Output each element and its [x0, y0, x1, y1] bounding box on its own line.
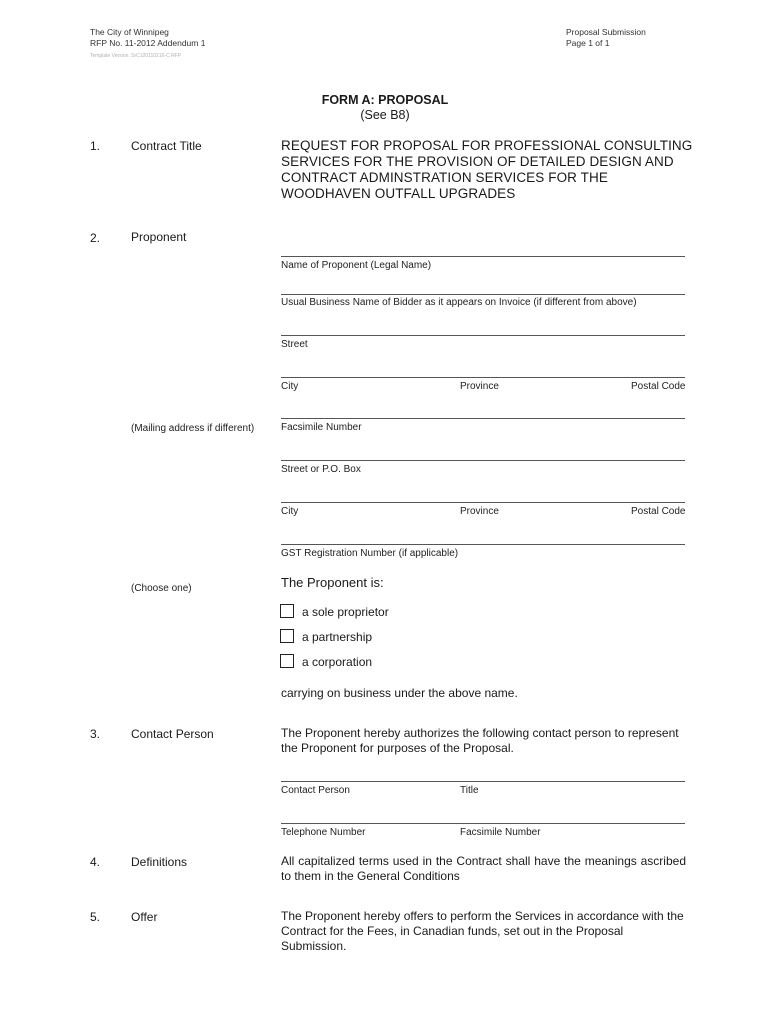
- sole-proprietor-label: a sole proprietor: [302, 605, 389, 619]
- section-1-label: Contract Title: [131, 139, 202, 153]
- section-1-number: 1.: [90, 139, 101, 153]
- usual-name-caption: Usual Business Name of Bidder as it appears on Invoice (if different from above): [281, 297, 637, 308]
- contract-title-text: REQUEST FOR PROPOSAL FOR PROFESSIONAL CONSULTING SERVICES FOR THE PROVISION OF DETAILED DESIGN AND CONTRACT ADMINSTRATION SERVICES FOR THE WOODHAVEN OUTFALL UPGRADES: [281, 138, 693, 201]
- province2-caption: Province: [460, 506, 499, 517]
- carrying-on-business-text: carrying on business under the above name.: [281, 686, 518, 700]
- city2-line[interactable]: [281, 502, 685, 503]
- proponent-name-line[interactable]: [281, 256, 685, 257]
- contact-authorization-text: The Proponent hereby authorizes the following contact person to represent the Proponent for purposes of the Proposal.: [281, 726, 679, 755]
- street-po-caption: Street or P.O. Box: [281, 464, 361, 475]
- contact-person-line[interactable]: [281, 781, 685, 782]
- contact-title-caption: Title: [460, 785, 479, 796]
- corporation-label: a corporation: [302, 655, 373, 669]
- proponent-is-label: The Proponent is:: [281, 575, 384, 590]
- definitions-text: All capitalized terms used in the Contract shall have the meanings ascribed to them in the General Conditions: [281, 854, 686, 883]
- offer-text: The Proponent hereby offers to perform the Services in accordance with the Contract for the Fees, in Canadian funds, set out in the Proposal Submission.: [281, 909, 684, 953]
- header-page-number: Page 1 of 1: [566, 38, 610, 48]
- partnership-label: a partnership: [302, 630, 373, 644]
- gst-line[interactable]: [281, 544, 685, 545]
- sole-proprietor-checkbox[interactable]: [280, 604, 294, 618]
- street-line[interactable]: [281, 335, 685, 336]
- contact-person-caption: Contact Person: [281, 785, 350, 796]
- city2-caption: City: [281, 506, 299, 517]
- section-2-label: Proponent: [131, 230, 187, 244]
- fax-caption: Facsimile Number: [281, 422, 362, 433]
- postal-code-caption: Postal Code: [631, 381, 686, 392]
- section-5-number: 5.: [90, 910, 101, 924]
- header-template-version: Template Version: SrC120110216-C RFP: [90, 53, 182, 59]
- gst-caption: GST Registration Number (if applicable): [281, 548, 459, 559]
- section-3-label: Contact Person: [131, 727, 214, 741]
- section-2-number: 2.: [90, 231, 101, 245]
- corporation-checkbox[interactable]: [280, 654, 294, 668]
- contact-phone-line[interactable]: [281, 823, 685, 824]
- telephone-caption: Telephone Number: [281, 827, 366, 838]
- mailing-address-note: (Mailing address if different): [131, 423, 255, 434]
- section-4-number: 4.: [90, 855, 101, 869]
- section-5-label: Offer: [131, 910, 158, 924]
- header-org: The City of Winnipeg: [90, 27, 169, 37]
- contact-fax-caption: Facsimile Number: [460, 827, 541, 838]
- header-doc-type: Proposal Submission: [566, 27, 646, 37]
- section-3-number: 3.: [90, 727, 101, 741]
- proponent-name-caption: Name of Proponent (Legal Name): [281, 260, 432, 271]
- fax-line[interactable]: [281, 418, 685, 419]
- city-caption: City: [281, 381, 299, 392]
- street-caption: Street: [281, 339, 308, 350]
- form-subtitle: (See B8): [360, 108, 410, 122]
- section-4-label: Definitions: [131, 855, 188, 869]
- header-rfp-number: RFP No. 11-2012 Addendum 1: [90, 38, 206, 48]
- usual-name-line[interactable]: [281, 294, 685, 295]
- city-line[interactable]: [281, 377, 685, 378]
- partnership-checkbox[interactable]: [280, 629, 294, 643]
- postal-code2-caption: Postal Code: [631, 506, 686, 517]
- choose-one-note: (Choose one): [131, 583, 192, 594]
- form-title: FORM A: PROPOSAL: [321, 93, 449, 107]
- province-caption: Province: [460, 381, 499, 392]
- street-po-line[interactable]: [281, 460, 685, 461]
